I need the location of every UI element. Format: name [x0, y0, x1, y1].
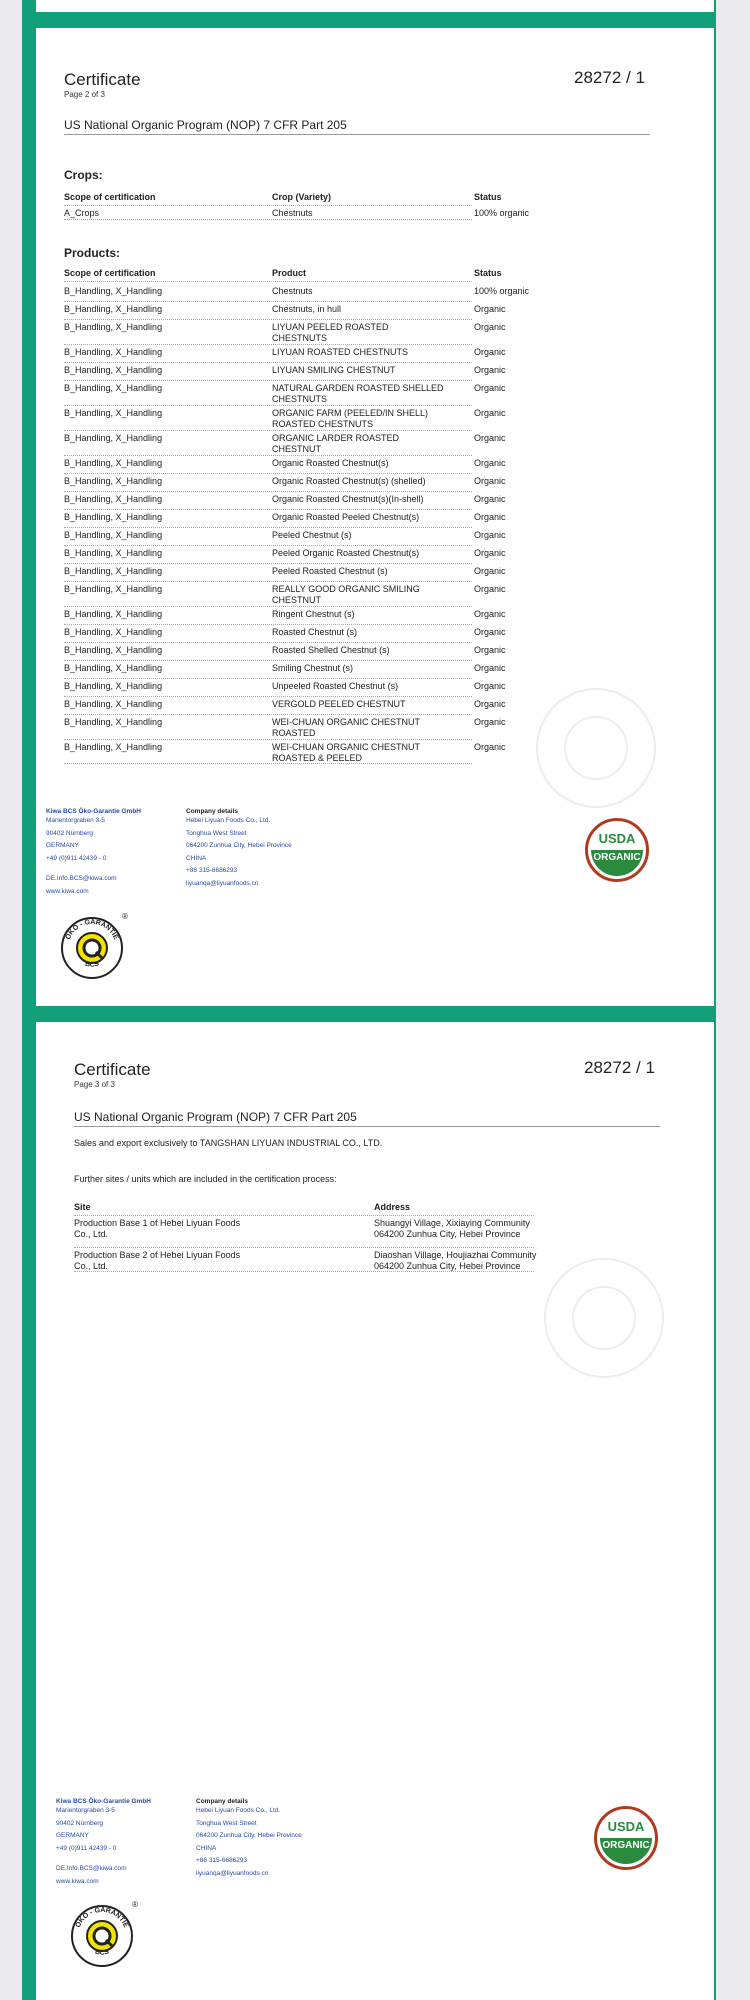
products-row-cell: LIYUAN ROASTED CHESTNUTS: [272, 347, 409, 357]
certificate-page-3: [36, 1022, 714, 2000]
table-row-rule: [64, 563, 472, 564]
products-row-cell: Organic: [474, 530, 506, 540]
table-row-rule: [64, 455, 472, 456]
certificate-number: 28272 / 1: [574, 68, 645, 87]
products-row-cell: Organic: [474, 304, 506, 314]
products-row-cell: B_Handling, X_Handling: [64, 548, 163, 558]
products-row-cell: Organic: [474, 584, 506, 594]
table-rule: [74, 1215, 534, 1216]
crops-row-cell: 100% organic: [474, 208, 530, 218]
products-row-cell: Organic: [474, 433, 506, 443]
table-row-rule: [64, 319, 472, 320]
page-1-remnant: [36, 0, 714, 12]
products-row-cell: LIYUAN PEELED ROASTED CHESTNUTS: [272, 322, 389, 343]
table-row-rule: [64, 763, 472, 764]
table-row-rule: [64, 380, 472, 381]
company-heading: Company details: [186, 808, 239, 815]
table-row-rule: [64, 714, 472, 715]
table-row-rule: [64, 362, 472, 363]
page-title: Certificate: [64, 70, 141, 89]
table-header: Scope of certification: [64, 268, 156, 278]
products-row-cell: REALLY GOOD ORGANIC SMILING CHESTNUT: [272, 584, 420, 605]
products-row-cell: LIYUAN SMILING CHESTNUT: [272, 365, 396, 375]
table-row-rule: [64, 405, 472, 406]
company-line: Tonghua West Street: [186, 829, 247, 837]
crops-heading: Crops:: [64, 168, 103, 182]
org-line: Marientorgraben 3-5: [46, 817, 105, 824]
table-rule: [64, 205, 472, 206]
page-number: Page 2 of 3: [64, 90, 105, 99]
products-row-cell: B_Handling, X_Handling: [64, 408, 163, 418]
svg-text:BCS: [84, 961, 100, 969]
org-web-link[interactable]: www.kiwa.com: [56, 1877, 99, 1885]
table-row-rule: [74, 1271, 534, 1272]
products-row-cell: Roasted Chestnut (s): [272, 627, 358, 637]
products-row-cell: Organic: [474, 645, 506, 655]
products-row-cell: Chestnuts: [272, 286, 313, 296]
footer-org: [56, 1798, 186, 1888]
bcs-logo-abbr: BCS: [94, 1948, 110, 1957]
products-row-cell: B_Handling, X_Handling: [64, 681, 163, 691]
table-row-rule: [64, 739, 472, 740]
products-row-cell: B_Handling, X_Handling: [64, 742, 163, 752]
products-row-cell: B_Handling, X_Handling: [64, 494, 163, 504]
table-row-rule: [64, 219, 472, 220]
products-row-cell: B_Handling, X_Handling: [64, 609, 163, 619]
products-row-cell: B_Handling, X_Handling: [64, 645, 163, 655]
company-email-link[interactable]: liyuanqa@liyuanfoods.cn: [186, 879, 259, 887]
products-row-cell: B_Handling, X_Handling: [64, 347, 163, 357]
products-row-cell: B_Handling, X_Handling: [64, 286, 163, 296]
products-row-cell: VERGOLD PEELED CHESTNUT: [272, 699, 406, 709]
org-name: Kiwa BCS Öko-Garantie GmbH: [56, 1798, 151, 1805]
company-line: CHINA: [186, 854, 207, 862]
org-line: 90402 Nürnberg: [46, 829, 93, 837]
org-line: +49 (0)911 42439 - 0: [46, 854, 107, 862]
crops-row-cell: A_Crops: [64, 208, 100, 218]
table-row-rule: [64, 301, 472, 302]
table-header: Product: [272, 268, 307, 278]
products-row-cell: B_Handling, X_Handling: [64, 476, 163, 486]
products-row-cell: Organic Roasted Chestnut(s)(In-shell): [272, 494, 424, 504]
bcs-oeko-garantie-logo: [70, 1904, 134, 1968]
embossed-seal: [544, 1258, 664, 1378]
org-email-link[interactable]: DE.Info.BCS@kiwa.com: [46, 875, 117, 882]
products-row-cell: B_Handling, X_Handling: [64, 383, 163, 393]
products-row-cell: Roasted Shelled Chestnut (s): [272, 645, 390, 655]
usda-text: USDA: [600, 1812, 652, 1838]
embossed-seal-inner: [572, 1286, 636, 1350]
products-row-cell: B_Handling, X_Handling: [64, 627, 163, 637]
sites-row-cell: Production Base 1 of Hebei Liyuan Foods Co., Ltd.: [74, 1218, 241, 1239]
products-row-cell: B_Handling, X_Handling: [64, 458, 163, 468]
org-email-link[interactable]: DE.Info.BCS@kiwa.com: [56, 1865, 127, 1872]
org-web-link[interactable]: www.kiwa.com: [46, 887, 89, 895]
table-row-rule: [64, 344, 472, 345]
products-row-cell: Peeled Chestnut (s): [272, 530, 352, 540]
products-row-cell: WEI-CHUAN ORGANIC CHESTNUT ROASTED & PEELED: [272, 742, 420, 763]
table-row-rule: [64, 696, 472, 697]
products-row-cell: Unpeeled Roasted Chestnut (s): [272, 681, 399, 691]
table-row-rule: [64, 491, 472, 492]
bcs-logo-text: ÖKO - GARANTIE: [64, 918, 120, 941]
products-row-cell: Chestnuts, in hull: [272, 304, 342, 314]
spacer: [46, 865, 176, 873]
products-row-cell: B_Handling, X_Handling: [64, 322, 163, 332]
products-row-cell: Smiling Chestnut (s): [272, 663, 354, 673]
usda-organic-inner: [600, 1812, 652, 1864]
products-row-cell: Organic: [474, 347, 506, 357]
products-row-cell: Organic: [474, 609, 506, 619]
registered-mark: ®: [132, 1900, 138, 1909]
products-row-cell: Organic Roasted Peeled Chestnut(s): [272, 512, 420, 522]
products-row-cell: Organic: [474, 717, 506, 727]
table-header: Scope of certification: [64, 192, 156, 202]
company-line: +86 315-6686293: [196, 1857, 248, 1864]
table-row-rule: [64, 606, 472, 607]
products-row-cell: Organic: [474, 322, 506, 332]
org-line: 90402 Nürnberg: [56, 1819, 103, 1827]
table-row-rule: [74, 1247, 534, 1248]
products-row-cell: Organic: [474, 663, 506, 673]
products-row-cell: Organic: [474, 408, 506, 418]
table-header: Status: [474, 268, 502, 278]
table-row-rule: [64, 430, 472, 431]
products-row-cell: Organic: [474, 681, 506, 691]
company-line: Tonghua West Street: [196, 1819, 257, 1827]
products-row-cell: Organic: [474, 627, 506, 637]
products-row-cell: B_Handling, X_Handling: [64, 717, 163, 727]
org-line: GERMANY: [46, 842, 79, 849]
embossed-seal: [536, 688, 656, 808]
products-row-cell: B_Handling, X_Handling: [64, 663, 163, 673]
table-header: Crop (Variety): [272, 192, 332, 202]
bcs-logo-abbr: BCS: [84, 960, 100, 969]
usda-organic-logo: [594, 1806, 658, 1870]
program-rule: [74, 1126, 660, 1127]
products-row-cell: Organic: [474, 494, 506, 504]
page-number: Page 3 of 3: [74, 1080, 115, 1089]
organic-text: ORGANIC: [591, 850, 643, 876]
sites-note: Further sites / units which are included in the certification process:: [74, 1174, 337, 1184]
spacer: [56, 1855, 186, 1863]
products-row-cell: B_Handling, X_Handling: [64, 699, 163, 709]
registered-mark: ®: [122, 912, 128, 921]
program-title: US National Organic Program (NOP) 7 CFR Part 205: [74, 1110, 357, 1124]
products-row-cell: B_Handling, X_Handling: [64, 584, 163, 594]
company-line: 064200 Zunhua City, Hebei Province: [186, 842, 292, 849]
certificate-number: 28272 / 1: [584, 1058, 655, 1077]
products-row-cell: Organic: [474, 512, 506, 522]
products-row-cell: Organic: [474, 566, 506, 576]
products-row-cell: B_Handling, X_Handling: [64, 530, 163, 540]
svg-text:BCS: [94, 1949, 110, 1957]
certificate-page-2: [36, 28, 714, 1006]
products-row-cell: Peeled Roasted Chestnut (s): [272, 566, 388, 576]
table-header: Address: [374, 1202, 411, 1212]
usda-text: USDA: [591, 824, 643, 850]
sites-row-cell: Production Base 2 of Hebei Liyuan Foods Co., Ltd.: [74, 1250, 241, 1271]
table-row-rule: [64, 545, 472, 546]
table-row-rule: [64, 642, 472, 643]
bcs-oeko-garantie-logo: [60, 916, 124, 980]
products-row-cell: Organic: [474, 476, 506, 486]
company-line: 064200 Zunhua City, Hebei Province: [196, 1832, 302, 1839]
table-rule: [64, 281, 472, 282]
organic-text: ORGANIC: [600, 1838, 652, 1864]
table-row-rule: [64, 624, 472, 625]
embossed-seal-inner: [564, 716, 628, 780]
crops-row-cell: Chestnuts: [272, 208, 313, 218]
table-row-rule: [64, 527, 472, 528]
org-line: +49 (0)911 42439 - 0: [56, 1844, 117, 1852]
bcs-logo-text: ÖKO - GARANTIE: [74, 1906, 130, 1929]
products-row-cell: B_Handling, X_Handling: [64, 433, 163, 443]
products-row-cell: ORGANIC FARM (PEELED/IN SHELL) ROASTED CHESTNUTS: [272, 408, 429, 429]
sites-row-cell: Diaoshan Village, Houjiazhai Community 064200 Zunhua City, Hebei Province: [374, 1250, 537, 1271]
org-name: Kiwa BCS Öko-Garantie GmbH: [46, 808, 141, 815]
products-row-cell: NATURAL GARDEN ROASTED SHELLED CHESTNUTS: [272, 383, 444, 404]
products-row-cell: Ringent Chestnut (s): [272, 609, 355, 619]
sales-note: Sales and export exclusively to TANGSHAN LIYUAN INDUSTRIAL CO., LTD.: [74, 1138, 383, 1148]
footer-org: [46, 808, 176, 898]
table-row-rule: [64, 581, 472, 582]
products-row-cell: Organic: [474, 458, 506, 468]
footer-company: [196, 1798, 396, 1880]
table-row-rule: [64, 660, 472, 661]
org-line: Marientorgraben 3-5: [56, 1807, 115, 1814]
company-line: Hebei Liyuan Foods Co., Ltd.: [196, 1807, 281, 1814]
table-row-rule: [64, 678, 472, 679]
products-row-cell: Organic: [474, 365, 506, 375]
products-row-cell: Organic: [474, 699, 506, 709]
org-line: GERMANY: [56, 1832, 89, 1839]
products-row-cell: B_Handling, X_Handling: [64, 304, 163, 314]
company-line: +86 315-6686293: [186, 867, 238, 874]
company-heading: Company details: [196, 1798, 249, 1805]
products-row-cell: 100% organic: [474, 286, 530, 296]
usda-organic-inner: [591, 824, 643, 876]
products-row-cell: B_Handling, X_Handling: [64, 365, 163, 375]
products-heading: Products:: [64, 246, 121, 260]
table-header: Status: [474, 192, 502, 202]
sites-row-cell: Shuangyi Village, Xixiaying Community 064200 Zunhua City, Hebei Province: [374, 1218, 530, 1239]
usda-organic-logo: [585, 818, 649, 882]
products-row-cell: Organic: [474, 742, 506, 752]
company-line: CHINA: [196, 1844, 217, 1852]
page-title: Certificate: [74, 1060, 151, 1079]
products-row-cell: WEI-CHUAN ORGANIC CHESTNUT ROASTED: [272, 717, 420, 738]
products-row-cell: B_Handling, X_Handling: [64, 566, 163, 576]
products-row-cell: Organic Roasted Chestnut(s) (shelled): [272, 476, 426, 486]
footer-company: [186, 808, 386, 890]
table-header: Site: [74, 1202, 91, 1212]
products-row-cell: Peeled Organic Roasted Chestnut(s): [272, 548, 420, 558]
products-row-cell: ORGANIC LARDER ROASTED CHESTNUT: [272, 433, 400, 454]
products-row-cell: B_Handling, X_Handling: [64, 512, 163, 522]
company-email-link[interactable]: liyuanqa@liyuanfoods.cn: [196, 1869, 269, 1877]
program-title: US National Organic Program (NOP) 7 CFR Part 205: [64, 118, 347, 132]
products-row-cell: Organic Roasted Chestnut(s): [272, 458, 389, 468]
products-row-cell: Organic: [474, 383, 506, 393]
program-rule: [64, 134, 650, 135]
table-row-rule: [64, 509, 472, 510]
table-row-rule: [64, 473, 472, 474]
company-line: Hebei Liyuan Foods Co., Ltd.: [186, 817, 271, 824]
products-row-cell: Organic: [474, 548, 506, 558]
